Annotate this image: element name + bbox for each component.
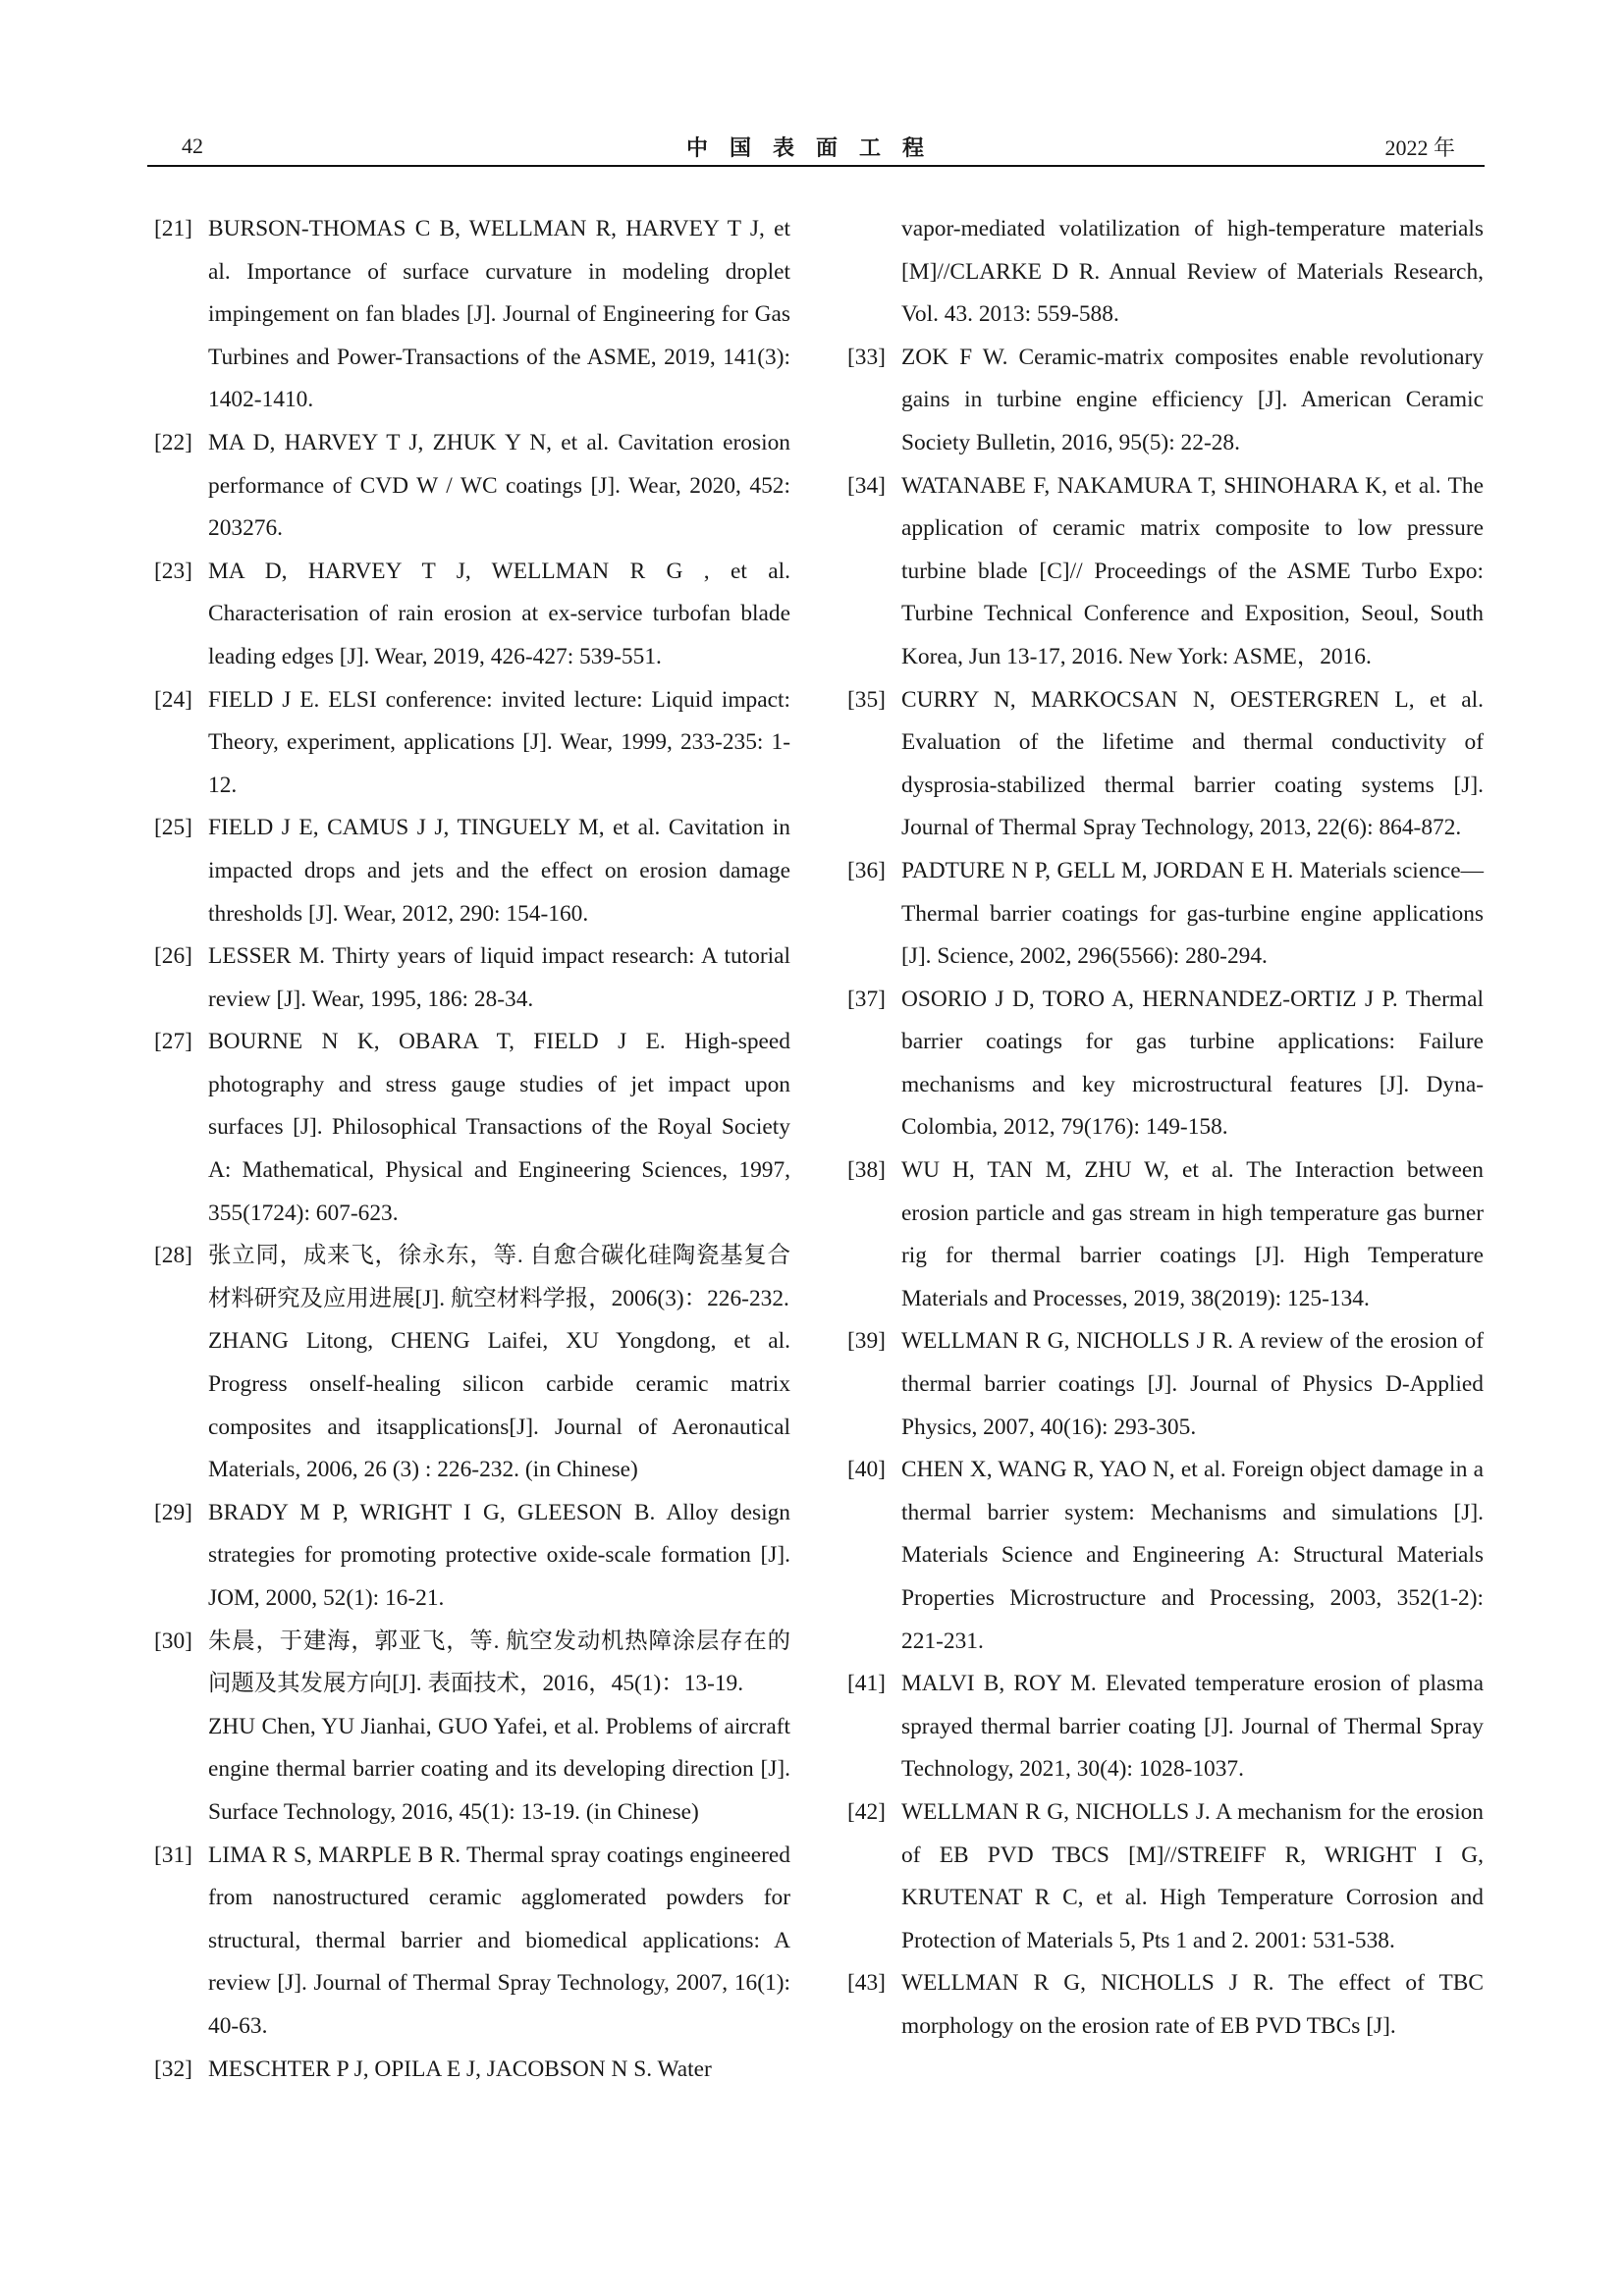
- reference-text: MALVI B, ROY M. Elevated temperature erosion of plasma sprayed thermal barrier coating [J]. Journal of Thermal Spray Technology, 2021, 30(4): 1028-1037.: [901, 1671, 1484, 1783]
- reference-number: [37]: [847, 986, 886, 1012]
- reference-text: ZOK F W. Ceramic-matrix composites enable revolutionary gains in turbine engine efficiency [J]. American Ceramic Society Bulletin, 2016, 95(5): 22-28.: [901, 344, 1484, 455]
- reference-text: WELLMAN R G, NICHOLLS J. A mechanism for the erosion of EB PVD TBCS [M]//STREIFF R, WRIGHT I G, KRUTENAT R C, et al. High Temperature Corrosion and Protection of Materials 5, Pts 1 and 2. 2001: 531-538.: [901, 1798, 1484, 1953]
- reference-item: [154, 208, 790, 422]
- reference-text: FIELD J E. ELSI conference: invited lecture: Liquid impact: Theory, experiment, applications [J]. Wear, 1999, 233-235: 1-12.: [208, 686, 790, 798]
- reference-number: [32]: [154, 2056, 192, 2082]
- reference-number: [40]: [847, 1457, 886, 1483]
- reference-translation: ZHU Chen, YU Jianhai, GUO Yafei, et al. Problems of aircraft engine thermal barrier coating and its developing direction [J]. Surface Technology, 2016, 45(1): 13-19. (in Chinese): [208, 1713, 790, 1825]
- page-header: [147, 126, 1485, 167]
- reference-number: [28]: [154, 1243, 192, 1269]
- reference-number: [38]: [847, 1157, 886, 1184]
- reference-item: [847, 208, 1484, 337]
- reference-item: [154, 2049, 790, 2092]
- reference-number: [41]: [847, 1671, 886, 1697]
- reference-text: PADTURE N P, GELL M, JORDAN E H. Materials science—Thermal barrier coatings for gas-turbine engine applications [J]. Science, 2002, 296(5566): 280-294.: [901, 857, 1484, 970]
- reference-text: BURSON-THOMAS C B, WELLMAN R, HARVEY T J, et al. Importance of surface curvature in modeling droplet impingement on fan blades [J]. Journal of Engineering for Gas Turbines and Power-Transactions of the ASME, 2019, 141(3): 1402-1410.: [208, 216, 790, 413]
- reference-text: WATANABE F, NAKAMURA T, SHINOHARA K, et al. The application of ceramic matrix composite to low pressure turbine blade [C]// Proceedings of the ASME Turbo Expo: Turbine Technical Conference and Exposition, Seoul, South Korea, Jun 13-17, 2016. New York: ASME，2016.: [901, 472, 1484, 669]
- reference-item: [847, 1449, 1484, 1663]
- reference-item: [154, 551, 790, 679]
- reference-item: [154, 1621, 790, 1835]
- reference-item: [847, 1149, 1484, 1320]
- reference-number: [26]: [154, 943, 192, 970]
- reference-text: 朱晨，于建海，郭亚飞，等. 航空发动机热障涂层存在的问题及其发展方向[J]. 表面技术，2016，45(1)：13-19.: [208, 1628, 790, 1697]
- reference-item: [154, 935, 790, 1021]
- reference-number: [21]: [154, 216, 192, 241]
- reference-number: [42]: [847, 1798, 886, 1825]
- reference-number: [23]: [154, 558, 192, 584]
- page-number: 42: [182, 133, 203, 158]
- reference-translation: ZHANG Litong, CHENG Laifei, XU Yongdong, et al. Progress onself-healing silicon carbide ceramic matrix composites and itsapplications[J]. Journal of Aeronautical Materials, 2006, 26 (3) : 226-232. (in Chinese): [208, 1328, 790, 1483]
- reference-text: LESSER M. Thirty years of liquid impact research: A tutorial review [J]. Wear, 1995, 186: 28-34.: [208, 943, 790, 1012]
- reference-text: MA D, HARVEY T J, ZHUK Y N, et al. Cavitation erosion performance of CVD W / WC coatings [J]. Wear, 2020, 452: 203276.: [208, 429, 790, 542]
- reference-text: MESCHTER P J, OPILA E J, JACOBSON N S. Water: [208, 2056, 712, 2082]
- reference-number: [29]: [154, 1499, 192, 1525]
- references-left-column: [154, 208, 790, 2091]
- reference-text: 张立同，成来飞，徐永东，等. 自愈合碳化硅陶瓷基复合材料研究及应用进展[J]. 航空材料学报，2006(3)：226-232.: [208, 1243, 790, 1311]
- reference-item: [154, 679, 790, 808]
- reference-number: [27]: [154, 1029, 192, 1055]
- reference-item: [847, 679, 1484, 850]
- reference-item: [154, 1235, 790, 1492]
- reference-text: CURRY N, MARKOCSAN N, OESTERGREN L, et al. Evaluation of the lifetime and thermal conductivity of dysprosia-stabilized thermal barrier coating systems [J]. Journal of Thermal Spray Technology, 2013, 22(6): 864-872.: [901, 686, 1484, 841]
- reference-item: [847, 979, 1484, 1149]
- reference-number: [43]: [847, 1970, 886, 1997]
- reference-number: [35]: [847, 686, 886, 713]
- reference-item: [154, 1835, 790, 2049]
- reference-item: [847, 1663, 1484, 1791]
- reference-text: OSORIO J D, TORO A, HERNANDEZ-ORTIZ J P. Thermal barrier coatings for gas turbine applications: Failure mechanisms and key microstructural features [J]. Dyna-Colombia, 2012, 79(176): 149-158.: [901, 986, 1484, 1141]
- reference-item: [847, 465, 1484, 679]
- reference-number: [36]: [847, 857, 886, 883]
- reference-number: [25]: [154, 815, 192, 841]
- reference-text: BRADY M P, WRIGHT I G, GLEESON B. Alloy design strategies for promoting protective oxide-scale formation [J]. JOM, 2000, 52(1): 16-21.: [208, 1499, 790, 1611]
- reference-item: [154, 807, 790, 935]
- reference-text: FIELD J E, CAMUS J J, TINGUELY M, et al. Cavitation in impacted drops and jets and the effect on erosion damage thresholds [J]. Wear, 2012, 290: 154-160.: [208, 815, 790, 927]
- reference-text: CHEN X, WANG R, YAO N, et al. Foreign object damage in a thermal barrier system: Mechanisms and simulations [J]. Materials Science and Engineering A: Structural Materials Properties Microstructure and Processing, 2003, 352(1-2): 221-231.: [901, 1457, 1484, 1654]
- reference-number: [22]: [154, 429, 192, 455]
- reference-number: [34]: [847, 472, 886, 499]
- references-right-column: [847, 208, 1484, 2049]
- reference-text: BOURNE N K, OBARA T, FIELD J E. High-speed photography and stress gauge studies of jet impact upon surfaces [J]. Philosophical Transactions of the Royal Society A: Mathematical, Physical and Engineering Sciences, 1997, 355(1724): 607-623.: [208, 1029, 790, 1226]
- reference-item: [847, 850, 1484, 979]
- reference-text: LIMA R S, MARPLE B R. Thermal spray coatings engineered from nanostructured ceramic agglomerated powders for structural, thermal barrier and biomedical applications: A review [J]. Journal of Thermal Spray Technology, 2007, 16(1): 40-63.: [208, 1842, 790, 2039]
- reference-number: [30]: [154, 1628, 192, 1654]
- reference-text: WELLMAN R G, NICHOLLS J R. The effect of TBC morphology on the erosion rate of EB PVD TBCs [J].: [901, 1970, 1484, 2039]
- reference-number: [33]: [847, 344, 886, 370]
- reference-item: [847, 337, 1484, 465]
- reference-item: [154, 1021, 790, 1235]
- reference-item: [847, 1320, 1484, 1449]
- reference-item: [154, 422, 790, 551]
- reference-number: [24]: [154, 686, 192, 713]
- reference-text: WU H, TAN M, ZHU W, et al. The Interaction between erosion particle and gas stream in high temperature gas burner rig for thermal barrier coatings [J]. High Temperature Materials and Processes, 2019, 38(2019): 125-134.: [901, 1157, 1484, 1311]
- reference-item: [154, 1492, 790, 1621]
- reference-text: WELLMAN R G, NICHOLLS J R. A review of the erosion of thermal barrier coatings [J]. Journal of Physics D-Applied Physics, 2007, 40(16): 293-305.: [901, 1328, 1484, 1440]
- reference-item: [847, 1791, 1484, 1962]
- reference-item: [847, 1962, 1484, 2048]
- reference-text: MA D, HARVEY T J, WELLMAN R G , et al. Characterisation of rain erosion at ex-service turbofan blade leading edges [J]. Wear, 2019, 426-427: 539-551.: [208, 558, 790, 669]
- reference-text: vapor-mediated volatilization of high-temperature materials [M]//CLARKE D R. Annual Review of Materials Research, Vol. 43. 2013: 559-588.: [901, 216, 1484, 328]
- journal-title: 中国表面工程: [685, 135, 946, 160]
- reference-number: [39]: [847, 1328, 886, 1355]
- reference-number: [31]: [154, 1842, 192, 1868]
- publication-year: 2022 年: [1384, 135, 1455, 160]
